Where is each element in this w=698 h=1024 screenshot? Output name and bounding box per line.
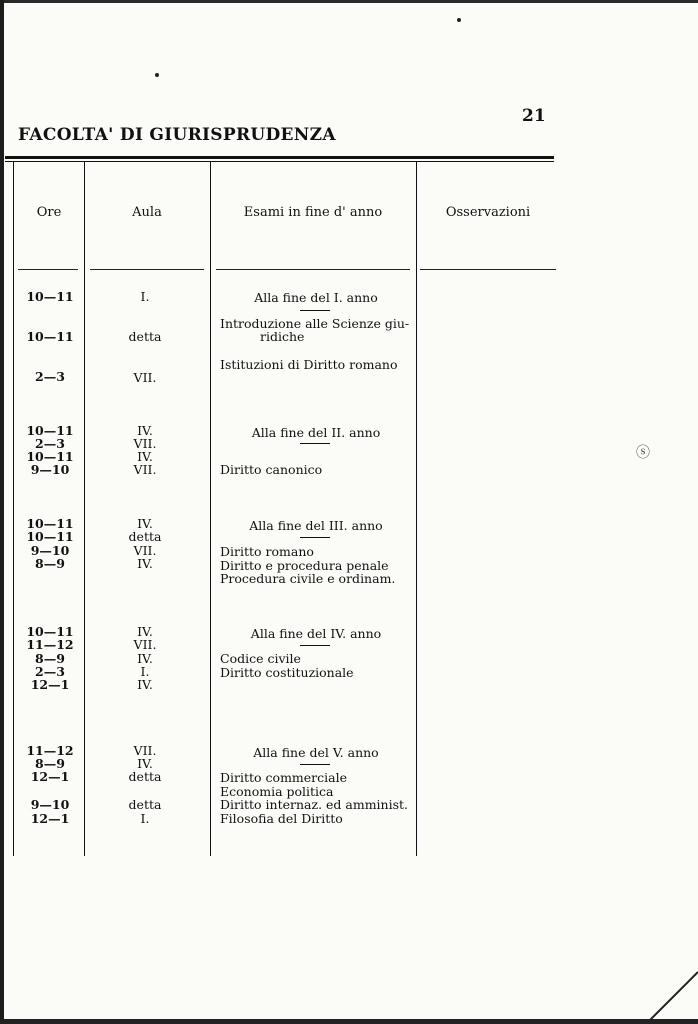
header-underline (216, 269, 410, 270)
row-aula: VII. (133, 462, 157, 477)
row-ore: 10—11 (26, 329, 74, 344)
row-ore: 10—11 (26, 449, 74, 464)
row-aula: IV. (137, 624, 153, 639)
exam-name: Economia politica (220, 784, 334, 799)
row-aula: IV. (137, 516, 153, 531)
exam-name: Introduzione alle Scienze giu- (220, 316, 410, 331)
section-dash (300, 443, 330, 444)
row-aula: detta (128, 797, 162, 812)
exam-name-continued: ridiche (260, 329, 305, 344)
row-aula: detta (128, 529, 162, 544)
exam-name: Filosofia del Diritto (220, 811, 343, 826)
speck (457, 18, 461, 22)
page-corner-fold (638, 954, 698, 1024)
row-aula: VII. (133, 637, 157, 652)
row-ore: 8—9 (35, 651, 65, 666)
page-number: 21 (522, 106, 546, 126)
row-aula: VII. (133, 370, 157, 385)
row-aula: I. (140, 664, 150, 679)
column-border-left (13, 161, 14, 856)
exam-name: Diritto costituzionale (220, 665, 354, 680)
header-underline (90, 269, 204, 270)
header-rule-thin (5, 161, 554, 162)
row-aula: IV. (137, 449, 153, 464)
exam-name: Diritto e procedura penale (220, 558, 389, 573)
section-title: Alla fine del III. anno (249, 518, 383, 533)
header-underline (420, 269, 556, 270)
row-ore: 10—11 (26, 529, 74, 544)
section-dash (300, 645, 330, 646)
exam-name: Procedura civile e ordinam. (220, 571, 396, 586)
scan-edge-top (0, 0, 698, 3)
margin-mark: ⓢ (636, 445, 650, 461)
column-header-esami: Esami in fine d' anno (243, 205, 383, 220)
row-ore: 12—1 (30, 811, 70, 826)
page-title: FACOLTA' DI GIURISPRUDENZA (18, 125, 336, 145)
header-underline (18, 269, 78, 270)
row-ore: 12—1 (30, 769, 70, 784)
column-header-osservazioni: Osservazioni (445, 205, 531, 220)
column-border (416, 161, 417, 856)
row-aula: IV. (137, 651, 153, 666)
row-aula: IV. (137, 556, 153, 571)
row-aula: IV. (137, 677, 153, 692)
exam-name: Diritto internaz. ed amminist. (220, 797, 409, 812)
column-header-aula: Aula (132, 205, 162, 220)
row-ore: 9—10 (30, 797, 70, 812)
row-aula: VII. (133, 743, 157, 758)
row-ore: 11—12 (26, 743, 74, 758)
section-dash (300, 764, 330, 765)
row-aula: detta (128, 329, 162, 344)
exam-name: Diritto commerciale (220, 770, 347, 785)
scan-edge-bottom (0, 1019, 698, 1024)
row-aula: VII. (133, 543, 157, 558)
row-ore: 10—11 (26, 516, 74, 531)
section-title: Alla fine del II. anno (251, 425, 381, 440)
row-ore: 11—12 (26, 637, 74, 652)
exam-name: Istituzioni di Diritto romano (220, 357, 398, 372)
row-ore: 2—3 (35, 436, 65, 451)
row-aula: VII. (133, 436, 157, 451)
section-title: Alla fine del V. anno (253, 745, 379, 760)
section-dash (300, 310, 330, 311)
row-ore: 9—10 (30, 543, 70, 558)
column-border (210, 161, 211, 856)
row-aula: I. (140, 811, 150, 826)
row-ore: 8—9 (35, 556, 65, 571)
row-aula: IV. (137, 423, 153, 438)
exam-name: Codice civile (220, 651, 301, 666)
exam-name: Diritto canonico (220, 462, 323, 477)
row-ore: 9—10 (30, 462, 70, 477)
column-border (84, 161, 85, 856)
row-aula: IV. (137, 756, 153, 771)
section-dash (300, 537, 330, 538)
header-rule (5, 156, 554, 159)
row-aula: detta (128, 769, 162, 784)
row-ore: 10—11 (26, 423, 74, 438)
row-ore: 2—3 (35, 369, 65, 384)
row-aula: I. (140, 289, 150, 304)
exam-name: Diritto romano (220, 544, 314, 559)
row-ore: 8—9 (35, 756, 65, 771)
row-ore: 12—1 (30, 677, 70, 692)
row-ore: 10—11 (26, 289, 74, 304)
section-title: Alla fine del IV. anno (250, 626, 382, 641)
row-ore: 10—11 (26, 624, 74, 639)
section-title: Alla fine del I. anno (254, 290, 378, 305)
column-header-ore: Ore (36, 205, 62, 220)
row-ore: 2—3 (35, 664, 65, 679)
speck (155, 73, 159, 77)
scan-edge-left (0, 0, 4, 1024)
